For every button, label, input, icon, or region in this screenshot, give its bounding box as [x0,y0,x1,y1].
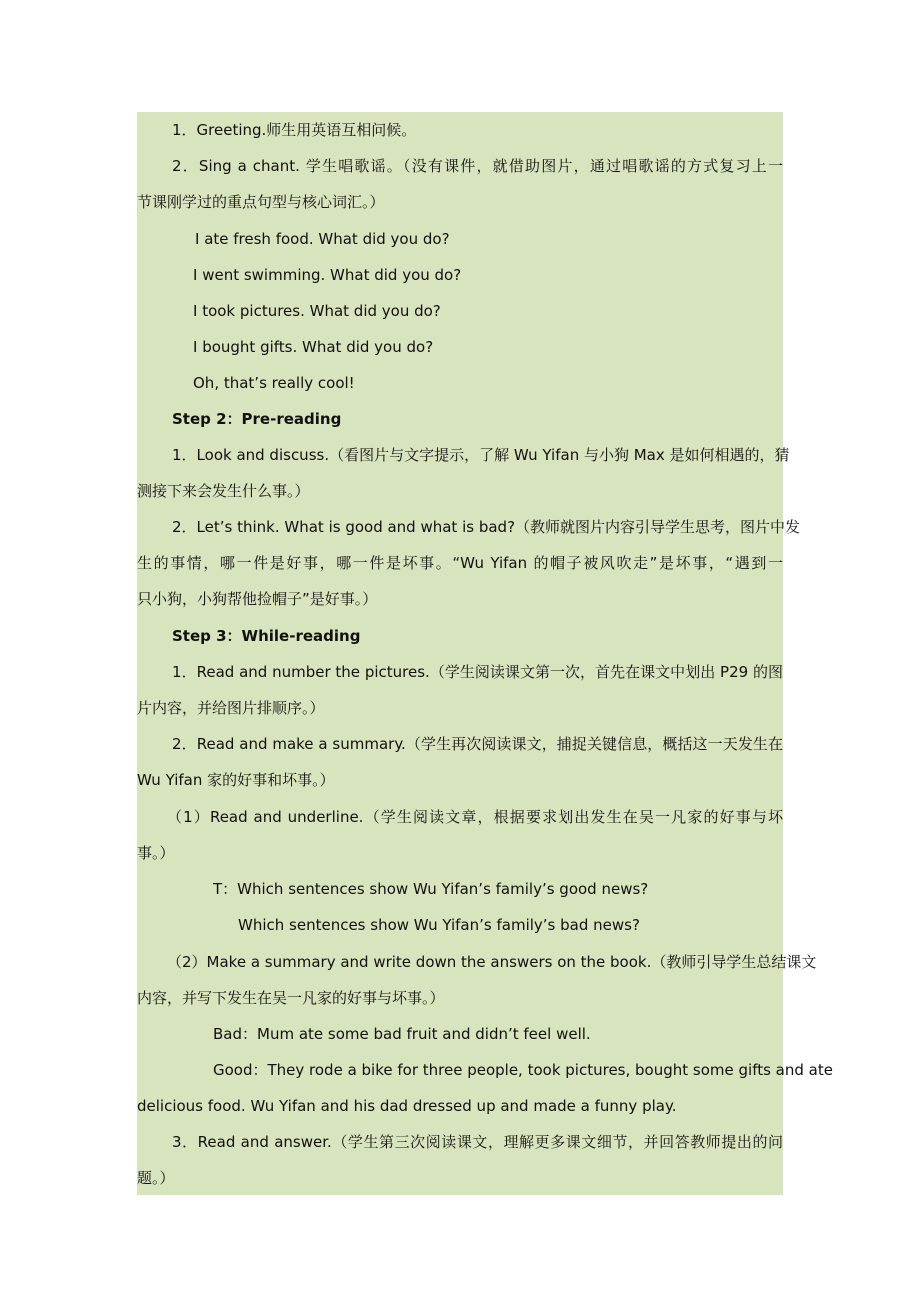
step-item-chant: 2．Sing a chant. 学生唱歌谣。（没有课件，就借助图片，通过唱歌谣的方式复习上一 [172,157,783,175]
teacher-question: Which sentences show Wu Yifan’s family’s bad news? [238,916,640,934]
sub-item-cont: 内容，并写下发生在吴一凡家的好事与坏事。） [137,989,445,1007]
summary-good-cont: delicious food. Wu Yifan and his dad dressed up and made a funny play. [137,1097,677,1115]
sub-item: （2）Make a summary and write down the answers on the book.（教师引导学生总结课文 [167,953,817,971]
teacher-question: T：Which sentences show Wu Yifan’s family’s good news? [213,880,649,898]
chant-line: I ate fresh food. What did you do? [195,230,450,248]
step-item: 2．Let’s think. What is good and what is bad?（教师就图片内容引导学生思考，图片中发 [172,518,801,536]
step-item-cont: 生的事情，哪一件是好事，哪一件是坏事。“Wu Yifan 的帽子被风吹走”是坏事，“遇到一 [137,554,783,572]
step-heading: Step 2：Pre-reading [172,410,342,428]
chant-line: I took pictures. What did you do? [193,302,441,320]
document-page [137,112,833,1195]
summary-good: Good：They rode a bike for three people, took pictures, bought some gifts and ate [213,1061,833,1079]
step-item: 1．Read and number the pictures.（学生阅读课文第一次，首先在课文中划出 P29 的图 [172,663,783,681]
sub-item-cont: 事。） [137,844,175,862]
step-item-cont: 测接下来会发生什么事。） [137,482,310,500]
step-item-cont: 只小狗，小狗帮他捡帽子”是好事。） [137,590,378,608]
step-heading: Step 3：While-reading [172,627,361,645]
step-item: 3．Read and answer.（学生第三次阅读课文，理解更多课文细节，并回答教师提出的问 [172,1133,783,1151]
step-item: 2．Read and make a summary.（学生再次阅读课文，捕捉关键信息，概括这一天发生在 [172,735,783,753]
step-item-cont: Wu Yifan 家的好事和坏事。） [137,771,335,789]
step-item-cont: 题。） [137,1169,175,1187]
chant-line: Oh, that’s really cool! [193,374,355,392]
chant-line: I went swimming. What did you do? [193,266,462,284]
step-item-greeting: 1．Greeting.师生用英语互相问候。 [172,121,417,139]
step-item-cont: 片内容，并给图片排顺序。） [137,699,325,717]
chant-line: I bought gifts. What did you do? [193,338,434,356]
summary-bad: Bad：Mum ate some bad fruit and didn’t feel well. [213,1025,591,1043]
sub-item: （1）Read and underline.（学生阅读文章，根据要求划出发生在吴一凡家的好事与坏 [167,808,783,826]
step-item-chant-cont: 节课刚学过的重点句型与核心词汇。） [137,193,385,211]
step-item: 1．Look and discuss.（看图片与文字提示，了解 Wu Yifan 与小狗 Max 是如何相遇的，猜 [172,446,790,464]
